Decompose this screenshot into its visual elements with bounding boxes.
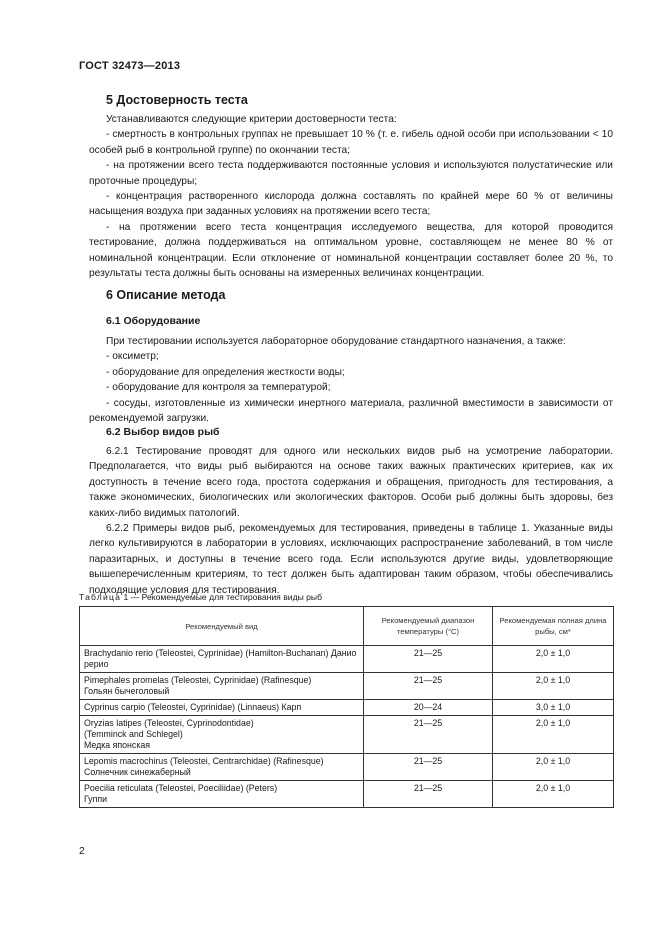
list-item: - сосуды, изготовленные из химически инертного материала, различной вместимости в зависимости от рекомендуемой загрузки. xyxy=(89,397,613,425)
list-item: - на протяжении всего теста концентрация исследуемого вещества, для которой проводится тестирование, должна поддерживаться на оптимальном уровне, составляющем не менее 80 % от номинальной концентрации. Если отклонение от номинальной концентрации составляет более 20 %, то результаты теста должны быть основаны на измеренных величинах концентрации. xyxy=(89,221,613,280)
cell-species: Brachydanio rerio (Teleostei, Cyprinidae) (Hamilton-Buchanan) Данио рерио xyxy=(80,646,364,673)
list-item: - оборудование для контроля за температурой; xyxy=(106,382,331,394)
list-item: - на протяжении всего теста поддерживаются постоянные условия и используются полустатические или проточные процедуры; xyxy=(89,160,613,187)
cell-length: 2,0 ± 1,0 xyxy=(493,646,614,673)
cell-length: 2,0 ± 1,0 xyxy=(493,673,614,700)
table-row xyxy=(80,716,614,754)
table-row xyxy=(80,646,614,673)
cell-temperature: 21—25 xyxy=(364,716,493,754)
section-5-body xyxy=(89,112,613,281)
list-item: - смертность в контрольных группах не превышает 10 % (т. е. гибель одной особи при использовании < 10 особей рыб в контрольной группе) по окончании теста; xyxy=(89,129,613,156)
cell-length: 2,0 ± 1,0 xyxy=(493,754,614,781)
cell-species: Cyprinus carpio (Teleostei, Cyprinidae) (Linnaeus) Карп xyxy=(80,700,364,716)
cell-temperature: 21—25 xyxy=(364,781,493,808)
table-row xyxy=(80,781,614,808)
table-header-row xyxy=(80,607,614,646)
table-caption xyxy=(79,592,322,602)
paragraph: При тестировании используется лабораторное оборудование стандартного назначения, а также: xyxy=(106,336,566,347)
cell-species: Oryzias latipes (Teleostei, Cyprinodontidae) (Temminck and Schlegel) Медка японская xyxy=(80,716,364,754)
table-row xyxy=(80,673,614,700)
cell-length: 2,0 ± 1,0 xyxy=(493,716,614,754)
list-item: - концентрация растворенного кислорода должна составлять по крайней мере 60 % от величины насыщения воздуха при заданных условиях на протяжении всего теста; xyxy=(89,191,613,218)
table-caption-label: Таблица xyxy=(79,592,122,602)
cell-species: Pimephales promelas (Teleostei, Cyprinidae) (Rafinesque) Гольян бычеголовый xyxy=(80,673,364,700)
cell-length: 3,0 ± 1,0 xyxy=(493,700,614,716)
paragraph: 6.2.1 Тестирование проводят для одного или нескольких видов рыб на усмотрение лаборатории. Предполагается, что виды рыб выбираются на основе таких важных практических критериев, как их доступность в течение всего года, простота содержания и обращения, пригодность для тестирования, а также экономических, биологических или экологических факторов. Особи рыб должны быть здоровы, без каких-либо видимых патологий. xyxy=(89,446,613,519)
subsection-6-2-title: 6.2 Выбор видов рыб xyxy=(106,426,220,438)
cell-temperature: 20—24 xyxy=(364,700,493,716)
table-row xyxy=(80,754,614,781)
paragraph: Устанавливаются следующие критерии достоверности теста: xyxy=(106,114,397,125)
cell-species: Lepomis macrochirus (Teleostei, Centrarchidae) (Rafinesque) Солнечник синежаберный xyxy=(80,754,364,781)
cell-temperature: 21—25 xyxy=(364,673,493,700)
column-header-temperature: Рекомендуемый диапазон температуры (°С) xyxy=(364,607,493,646)
table-caption-text: 1 — Рекомендуемые для тестирования виды рыб xyxy=(121,592,323,602)
list-item: - оборудование для определения жесткости воды; xyxy=(106,366,345,378)
subsection-6-1-body xyxy=(89,334,613,426)
section-6-title: 6 Описание метода xyxy=(106,288,226,302)
column-header-species: Рекомендуемый вид xyxy=(80,607,364,646)
paragraph: 6.2.2 Примеры видов рыб, рекомендуемых для тестирования, приведены в таблице 1. Указанные виды легко культивируются в лаборатории в условиях, исключающих распространение заболеваний, в том числе паразитарных, и доступны в течение всего года. Если используются другие виды, удовлетворяющие вышеперечисленным критериям, то тест должен быть адаптирован таким образом, чтобы обеспечивались подходящие условия для тестирования. xyxy=(89,523,613,596)
cell-species: Poecilia reticulata (Teleostei, Poeciliidae) (Peters) Гуппи xyxy=(80,781,364,808)
table-body xyxy=(80,646,614,808)
table-row xyxy=(80,700,614,716)
cell-length: 2,0 ± 1,0 xyxy=(493,781,614,808)
cell-temperature: 21—25 xyxy=(364,646,493,673)
column-header-length: Рекомендуемая полная длина рыбы, см* xyxy=(493,607,614,646)
subsection-6-1-title: 6.1 Оборудование xyxy=(106,315,201,327)
cell-temperature: 21—25 xyxy=(364,754,493,781)
subsection-6-2-body xyxy=(89,444,613,598)
document-code-header: ГОСТ 32473—2013 xyxy=(79,60,181,72)
list-item: - оксиметр; xyxy=(106,351,159,363)
section-5-title: 5 Достоверность теста xyxy=(106,93,248,107)
species-table xyxy=(79,606,614,808)
page-number: 2 xyxy=(79,845,85,857)
